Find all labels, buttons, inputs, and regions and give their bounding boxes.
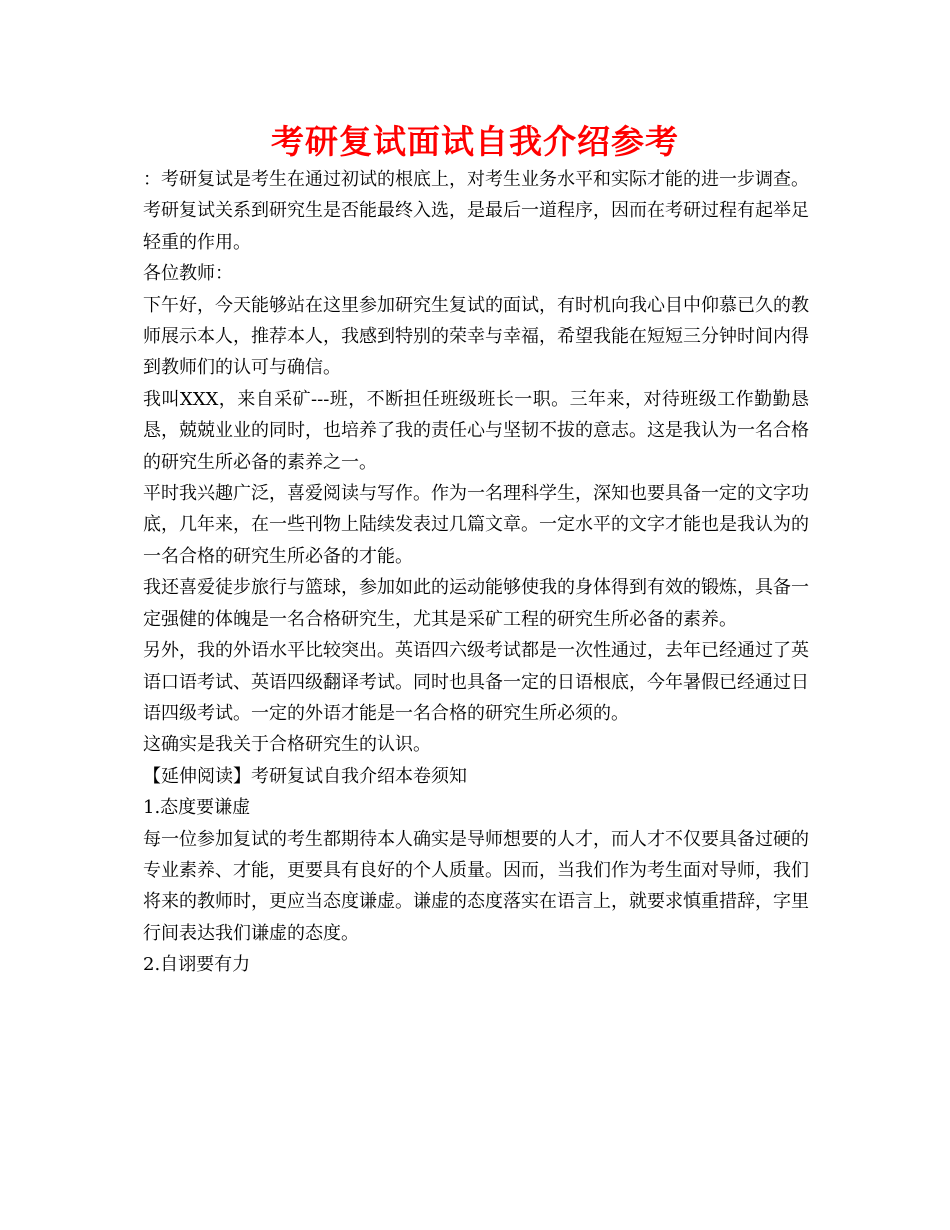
paragraph-intro: ：考研复试是考生在通过初试的根底上，对考生业务水平和实际才能的进一步调查。考研复试关系到研究生是否能最终入选，是最后一道程序，因而在考研过程有起举足轻重的作用。 xyxy=(143,169,809,253)
paragraph-attitude: 每一位参加复试的考生都期待本人确实是导师想要的人才，而人才不仅要具备过硬的专业素养、才能，更要具有良好的个人质量。因而，当我们作为考生面对导师，我们将来的教师时，更应当态度谦虚。谦虚的态度落实在语言上，就要求慎重措辞，字里行间表达我们谦虚的态度。 xyxy=(143,828,809,944)
paragraph-greeting: 各位教师： xyxy=(143,263,233,285)
paragraph-conclusion: 这确实是我关于合格研究生的认识。 xyxy=(143,734,431,756)
paragraph-languages: 另外，我的外语水平比较突出。英语四六级考试都是一次性通过，去年已经通过了英语口语考试、英语四级翻译考试。同时也具备一定的日语根底，今年暑假已经通过日语四级考试。一定的外语才能是一名合格的研究生所必须的。 xyxy=(143,640,809,724)
document-title: 考研复试面试自我介绍参考 xyxy=(271,122,679,161)
section-heading-extended-reading: 【延伸阅读】考研复试自我介绍本卷须知 xyxy=(143,765,467,787)
paragraph-hobbies-sports: 我还喜爱徒步旅行与篮球，参加如此的运动能够使我的身体得到有效的锻炼，具备一定强健的体魄是一名合格研究生，尤其是采矿工程的研究生所必备的素养。 xyxy=(143,577,809,630)
paragraph-hobbies-writing: 平时我兴趣广泛，喜爱阅读与写作。作为一名理科学生，深知也要具备一定的文字功底，几年来，在一些刊物上陆续发表过几篇文章。一定水平的文字才能也是我认为的一名合格的研究生所必备的才能。 xyxy=(143,483,809,567)
subheading-self-praise: 2.自诩要有力 xyxy=(143,954,251,976)
document-body xyxy=(143,164,809,981)
subheading-attitude: 1.态度要谦虚 xyxy=(143,797,251,819)
paragraph-self-introduction: 我叫XXX，来自采矿---班，不断担任班级班长一职。三年来，对待班级工作勤勤恳恳，兢兢业业的同时，也培养了我的责任心与坚韧不拔的意志。这是我认为一名合格的研究生所必备的素养之一。 xyxy=(143,388,809,473)
paragraph-opening: 下午好，今天能够站在这里参加研究生复试的面试，有时机向我心目中仰慕已久的教师展示本人，推荐本人，我感到特别的荣幸与幸福，希望我能在短短三分钟时间内得到教师们的认可与确信。 xyxy=(143,294,809,379)
